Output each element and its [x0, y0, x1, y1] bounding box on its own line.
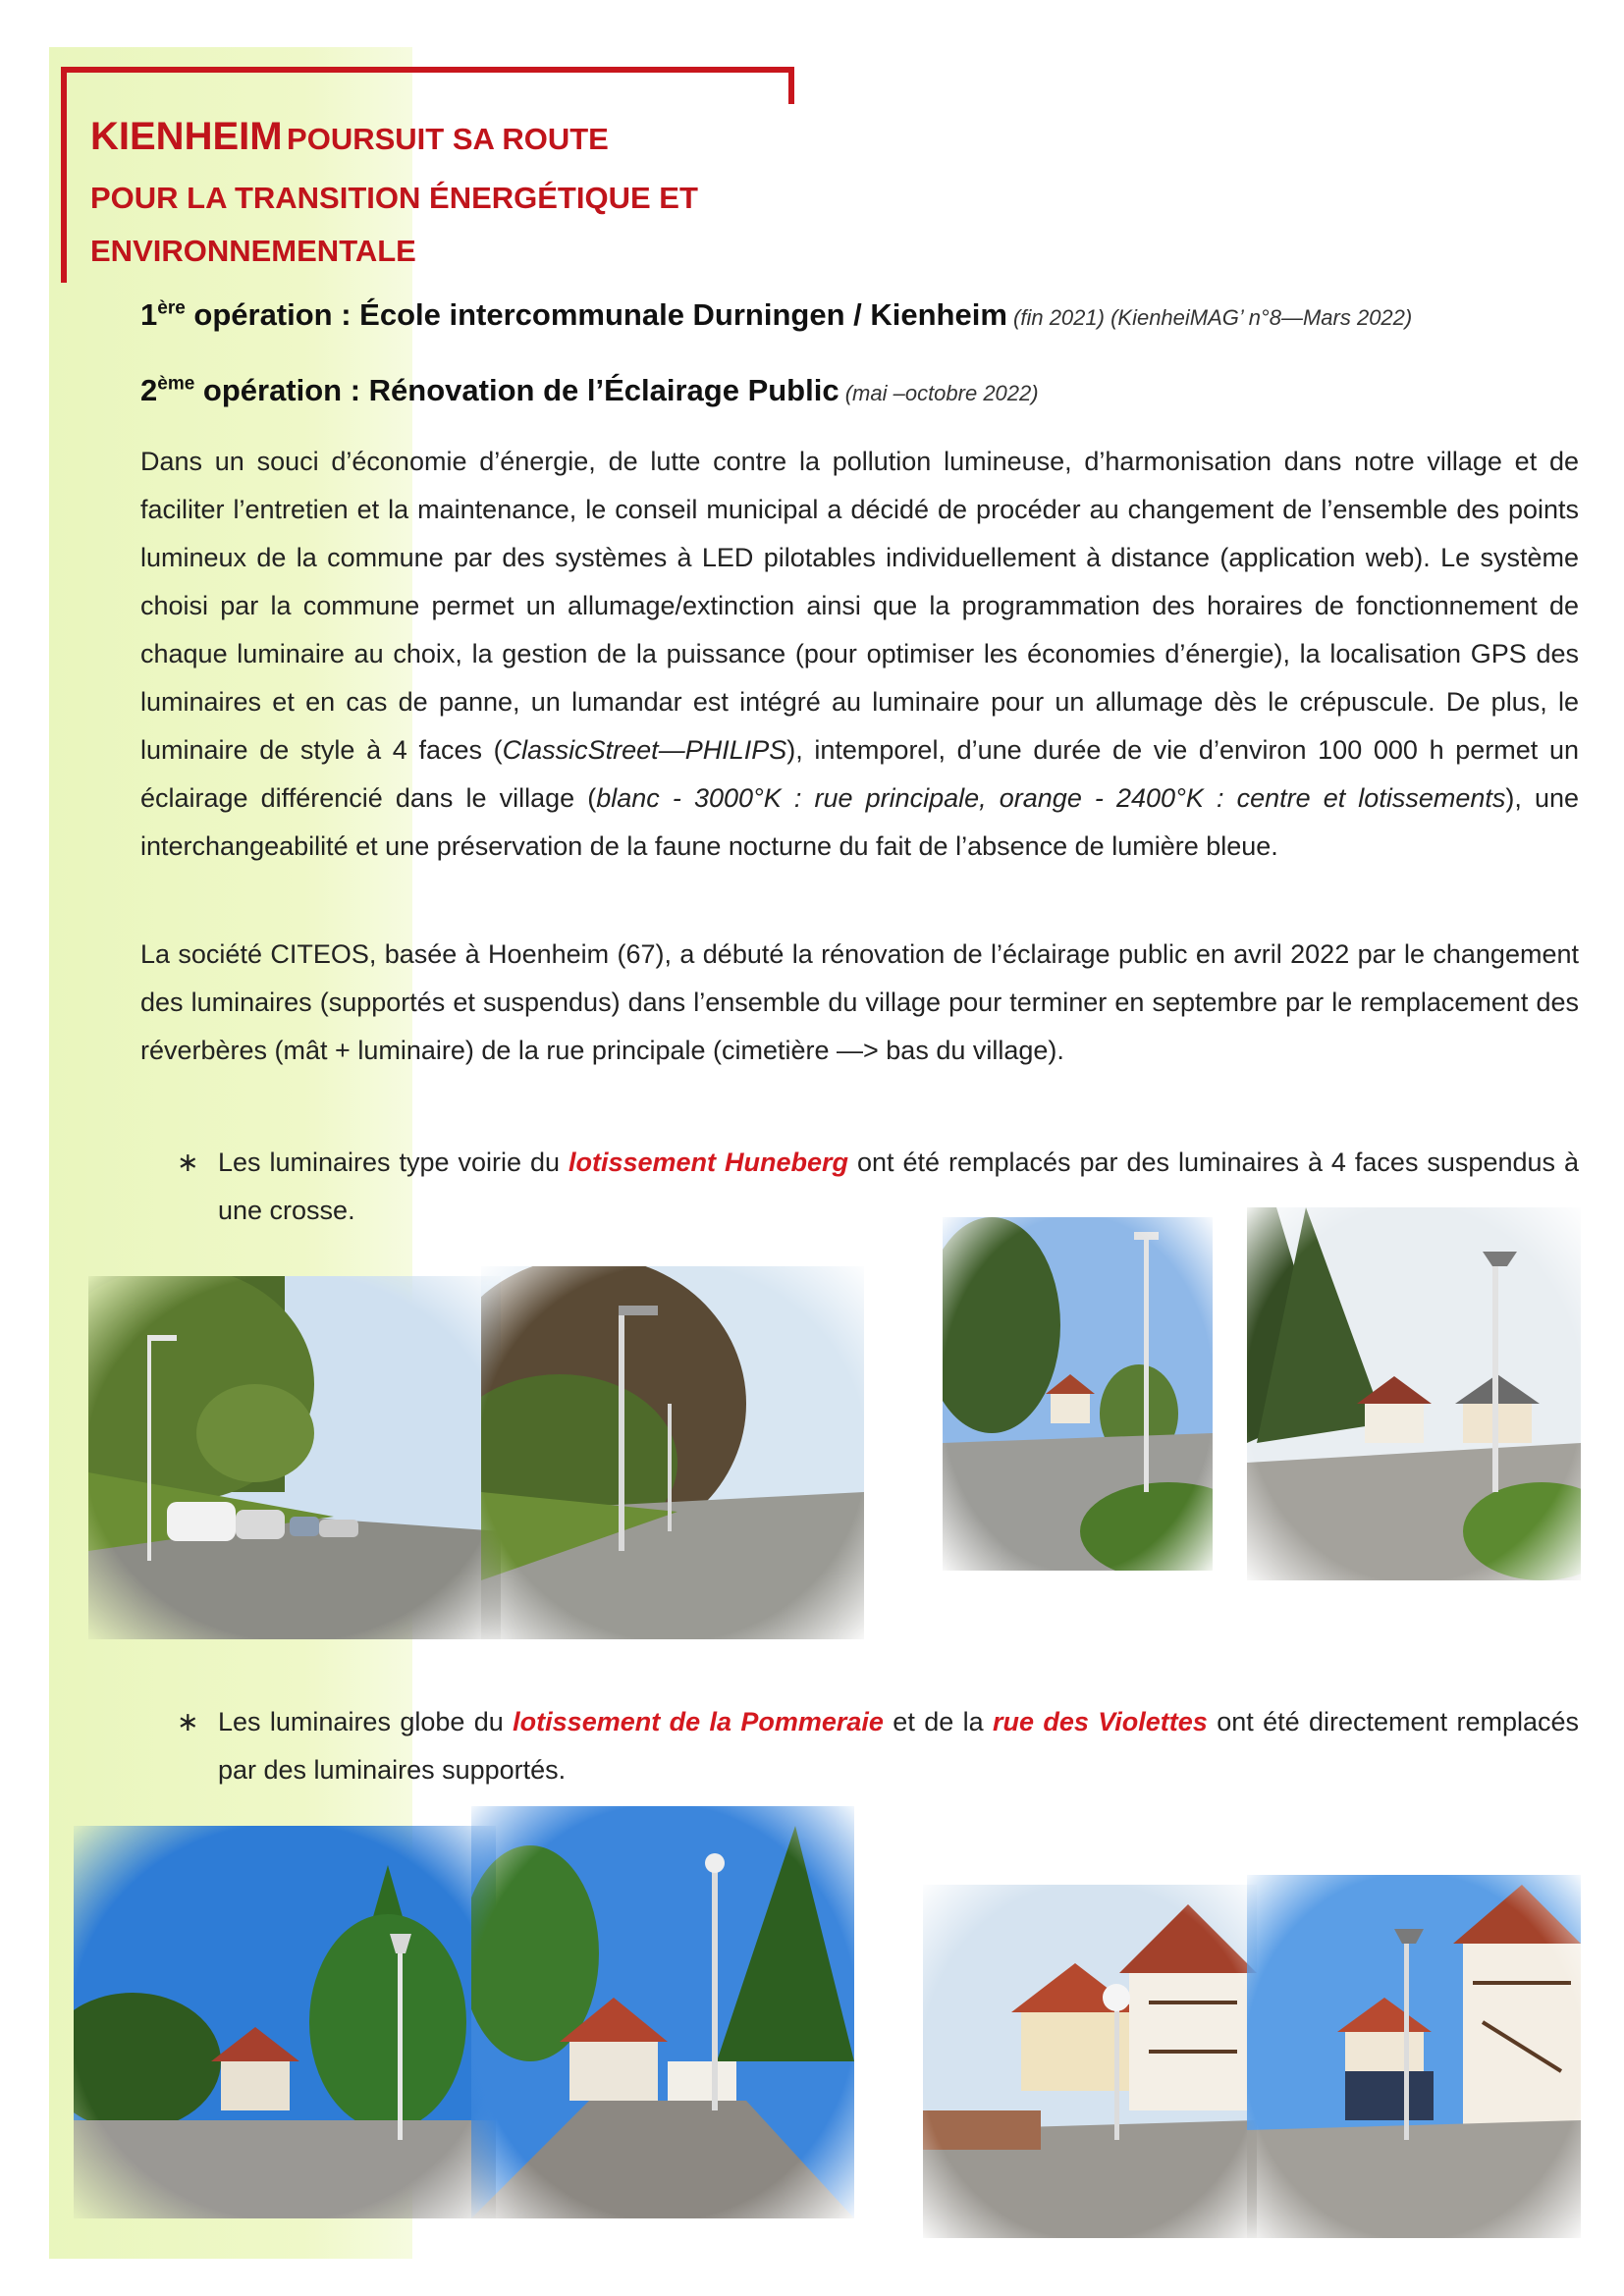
highlight-pommeraie: lotissement de la Pommeraie: [513, 1707, 884, 1736]
bullet-text: ont été remplacés par des luminaires à 4 faces suspendus à une crosse.: [218, 1148, 1579, 1225]
photo-huneberg-street-cars: [88, 1276, 501, 1639]
title-line-2: POUR LA TRANSITION ÉNERGÉTIQUE ET: [90, 181, 698, 215]
title-frame-top: [61, 67, 794, 73]
operation-2-note: (mai –octobre 2022): [839, 381, 1039, 405]
bullet-text: Les luminaires type voirie du: [218, 1148, 568, 1177]
photo-huneberg-residential: [943, 1217, 1213, 1571]
operation-1-note: (fin 2021) (KienheiMAG’ n°8—Mars 2022): [1006, 305, 1413, 330]
photo-huneberg-lamp-street: [481, 1266, 864, 1639]
bullet-text: et de la: [883, 1707, 993, 1736]
intro-paragraph: [140, 438, 1579, 871]
bullet-text: ont été directement remplacés par des luminaires supportés.: [218, 1707, 1579, 1785]
title-rest: POURSUIT SA ROUTE: [287, 122, 609, 156]
operation-2-number: 2: [140, 373, 158, 407]
highlight-violettes: rue des Violettes: [993, 1707, 1208, 1736]
photo-pommeraie-houses: [471, 1806, 854, 2218]
bullet-text: Les luminaires globe du: [218, 1707, 514, 1736]
citeos-paragraph: La société CITEOS, basée à Hoenheim (67), a débuté la rénovation de l’éclairage public en avril 2022 par le changement des luminaires (supportés et suspendus) dans l’ensemble du village pour terminer en septembre par le remplacement des réverbères (mât + luminaire) de la rue principale (cimetière —> bas du village).: [140, 939, 1579, 1065]
photo-pommeraie-tree: [74, 1826, 496, 2218]
title-frame-left: [61, 67, 67, 283]
operation-2-label: opération : Rénovation de l’Éclairage Public: [194, 373, 839, 407]
bullet-pommeraie: [177, 1698, 1579, 1794]
intro-text-3: ), une interchangeabilité et une préservation de la faune nocturne du fait de l’absence de lumière bleue.: [140, 783, 1580, 861]
operation-1-suffix: ère: [157, 297, 186, 319]
photo-violettes-houses: [923, 1885, 1257, 2238]
bullet-star: ∗: [177, 1707, 199, 1736]
title-main: KIENHEIM: [90, 115, 283, 158]
title-frame-right: [788, 67, 794, 104]
operation-1-number: 1: [140, 297, 158, 332]
title-line-3: ENVIRONNEMENTALE: [90, 234, 416, 268]
operation-1: [140, 297, 1412, 333]
intro-product-name: ClassicStreet—PHILIPS: [502, 735, 787, 765]
photo-violettes-lamp: [1247, 1875, 1581, 2238]
intro-text-1: Dans un souci d’économie d’énergie, de lutte contre la pollution lumineuse, d’harmonisation dans notre village et de faciliter l’entretien et la maintenance, le conseil municipal a décidé de procéder au changement de l’ensemble des points lumineux de la commune par des systèmes à LED pilotables individuellement à distance (application web). Le système choisi par la commune permet un allumage/extinction ainsi que la programmation des horaires de fonctionnement de chaque luminaire au choix, la gestion de la puissance (pour optimiser les économies d’énergie), la localisation GPS des luminaires et en cas de panne, un lumandar est intégré au luminaire pour un allumage dès le crépuscule. De plus, le luminaire de style à 4 faces (: [140, 447, 1579, 765]
operation-1-label: opération : École intercommunale Durningen / Kienheim: [185, 297, 1007, 332]
photo-huneberg-curve: [1247, 1207, 1581, 1580]
page-title: [90, 110, 797, 278]
operation-2-suffix: ème: [157, 373, 195, 395]
intro-color-temps: blanc - 3000°K : rue principale, orange - 2400°K : centre et lotissements: [596, 783, 1506, 813]
intro-text-2: ), intemporel, d’une durée de vie d’environ 100 000 h permet un éclairage différencié dans le village (: [140, 735, 1579, 813]
operation-2: [140, 373, 1039, 408]
bullet-star: ∗: [177, 1148, 199, 1177]
highlight-huneberg: lotissement Huneberg: [568, 1148, 848, 1177]
